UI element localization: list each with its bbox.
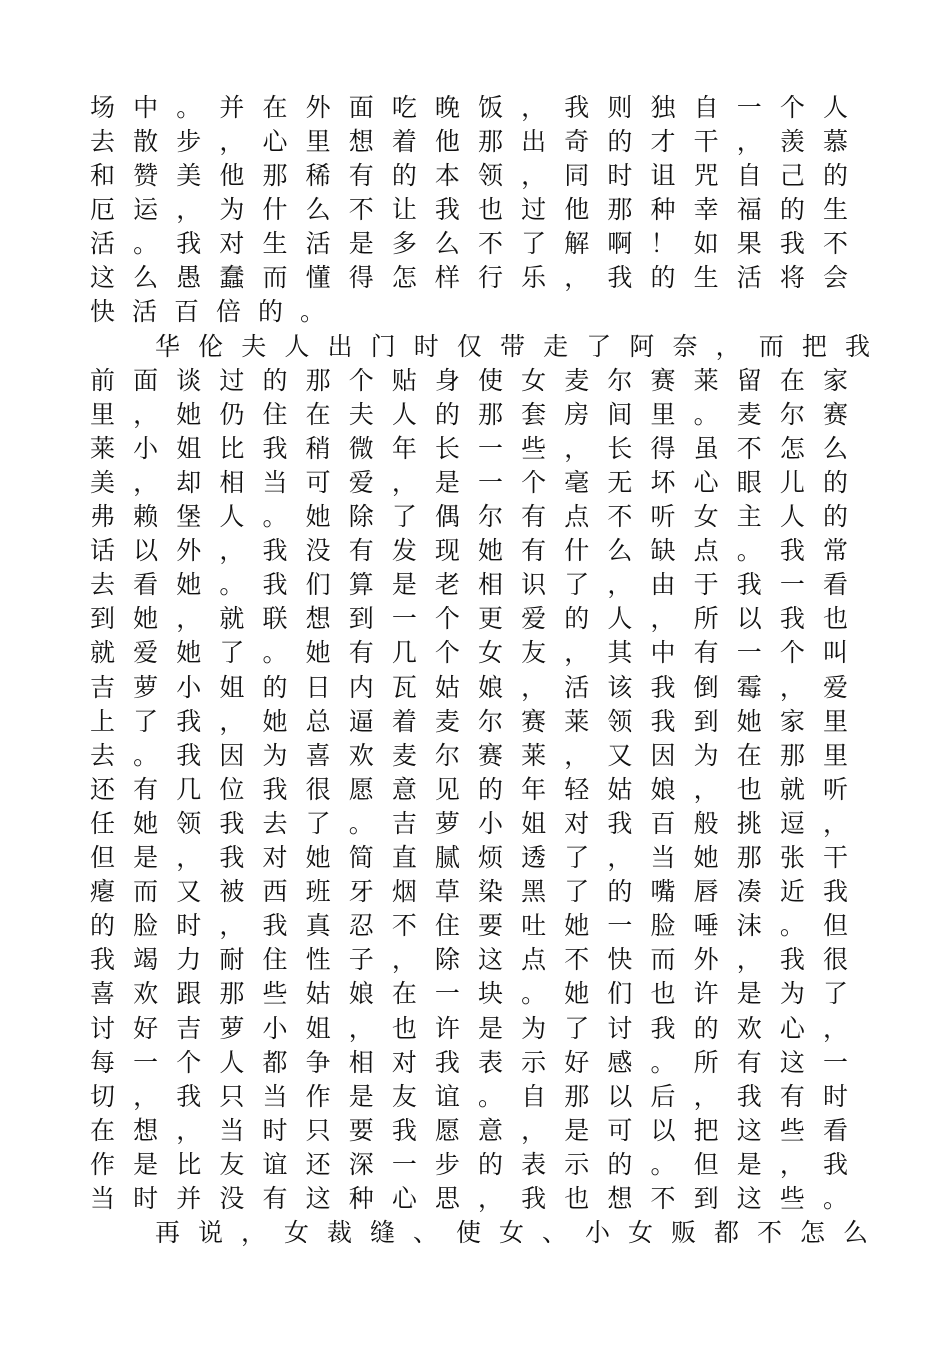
text-line: 切，我只当作是友谊。自那以后，我有时: [90, 1082, 848, 1111]
text-line: 莱小姐比我稍微年长一些，长得虽不怎么: [90, 434, 848, 463]
text-line: 前面谈过的那个贴身使女麦尔赛莱留在家: [90, 366, 848, 395]
text-line: 里，她仍住在夫人的那套房间里。麦尔赛: [90, 400, 848, 429]
text-line: 弗赖堡人。她除了偶尔有点不听女主人的: [90, 502, 848, 531]
text-line: 快活百倍的。: [90, 297, 325, 326]
text-line: 美，却相当可爱，是一个毫无坏心眼儿的: [90, 468, 848, 497]
text-line: 我竭力耐住性子，除这点不快而外，我很: [90, 945, 848, 974]
text-line: 活。我对生活是多么不了解啊！如果我不: [90, 229, 848, 258]
text-line: 上了我，她总逼着麦尔赛莱领我到她家里: [90, 707, 848, 736]
text-line: 作是比友谊还深一步的表示的。但是，我: [90, 1150, 848, 1179]
text-line: 这么愚蠢而懂得怎样行乐，我的生活将会: [90, 263, 848, 292]
text-line: 但是，我对她简直腻烦透了，当她那张干: [90, 843, 848, 872]
text-line: 喜欢跟那些姑娘在一块。她们也许是为了: [90, 979, 848, 1008]
paragraph-first-line: 华伦夫人出门时仅带走了阿奈，而把我: [155, 332, 870, 361]
text-line: 去。我因为喜欢麦尔赛莱，又因为在那里: [90, 741, 848, 770]
text-line: 当时并没有这种心思，我也想不到这些。: [90, 1184, 848, 1213]
text-line: 话以外，我没有发现她有什么缺点。我常: [90, 536, 848, 565]
text-line: 就爱她了。她有几个女友，其中有一个叫: [90, 638, 848, 667]
text-line: 讨好吉萝小姐，也许是为了讨我的欢心，: [90, 1014, 848, 1043]
text-line: 任她领我去了。吉萝小姐对我百般挑逗，: [90, 809, 848, 838]
text-line: 去看她。我们算是老相识了，由于我一看: [90, 570, 848, 599]
paragraph-first-line: 再说，女裁缝、使女、小女贩都不怎么: [155, 1218, 868, 1247]
text-line: 厄运，为什么不让我也过他那种幸福的生: [90, 195, 848, 224]
text-line: 还有几位我很愿意见的年轻姑娘，也就听: [90, 775, 848, 804]
text-line: 和赞美他那稀有的本领，同时诅咒自己的: [90, 161, 848, 190]
text-line: 去散步，心里想着他那出奇的才干，羡慕: [90, 127, 848, 156]
text-line: 吉萝小姐的日内瓦姑娘，活该我倒霉，爱: [90, 673, 848, 702]
text-line: 在想，当时只要我愿意，是可以把这些看: [90, 1116, 848, 1145]
text-line: 场中。并在外面吃晚饭，我则独自一个人: [90, 93, 848, 122]
text-line: 的脸时，我真忍不住要吐她一脸唾沫。但: [90, 911, 848, 940]
text-line: 瘪而又被西班牙烟草染黑了的嘴唇凑近我: [90, 877, 848, 906]
text-line: 到她，就联想到一个更爱的人，所以我也: [90, 604, 848, 633]
text-line: 每一个人都争相对我表示好感。所有这一: [90, 1048, 848, 1077]
